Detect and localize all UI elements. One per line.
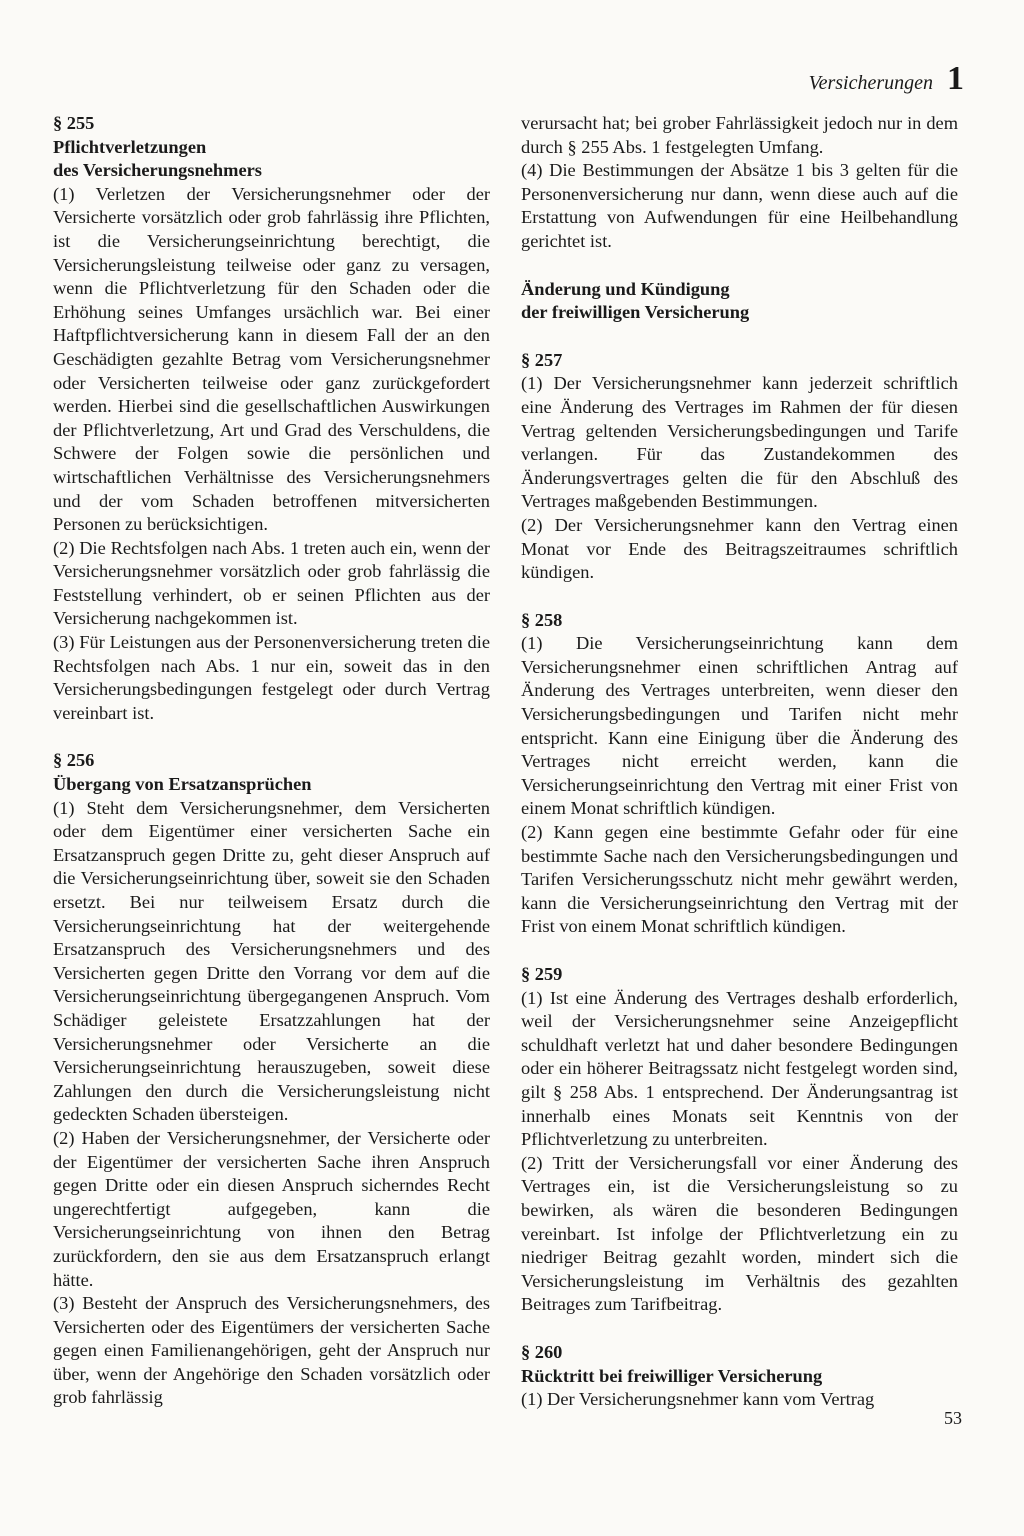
section-259-paragraph-2: (2) Tritt der Versicherungsfall vor einer Änderung des Vertrages ein, ist die Versicherungsleistung so zu bewirken, als wären die besonderen Bedingungen vereinbart. Ist infolge der Pflichtverletzung ein zu niedriger Beitrag gezahlt worden, mindert sich die Versicherungsleistung im Verhältnis des gezahlten Beitrages zum Tarifbeitrag. (521, 1152, 958, 1315)
page-number: 53 (944, 1408, 962, 1428)
section-258-paragraph-1: (1) Die Versicherungseinrichtung kann dem Versicherungsnehmer einen schriftlichen Antrag auf Änderung des Vertrages unterbreiten, wenn dieser den Versicherungsbedingungen und Tarifen nicht mehr entspricht. Kann eine Einigung über die Änderung des Vertrages nicht erreicht werden, kann die Versicherungseinrichtung den Vertrag mit einer Frist von einem Monat schriftlich kündigen. (521, 633, 958, 819)
chapter-number: 1 (947, 60, 964, 97)
section-256-paragraph-1: (1) Steht dem Versicherungsnehmer, dem Versicherten oder dem Eigentümer einer versicherten Sache ein Ersatzanspruch gegen Dritte zu, geht dieser Anspruch auf die Versicherungseinrichtung über, soweit sie den Schaden ersetzt. Bei nur teilweisem Ersatz durch die Versicherungseinrichtung hat der weitergehende Ersatzanspruch des Versicherungsnehmers und des Versicherten gegen Dritte den Vorrang vor dem auf die Versicherungseinrichtung übergegangenen Anspruch. Vom Schädiger geleistete Ersatzzahlungen hat der Versicherungsnehmer oder Versicherte an die Versicherungseinrichtung herauszugeben, soweit diese Zahlungen den durch die Versicherungsleistung nicht gedeckten Schaden übersteigen. (53, 797, 490, 1125)
left-column (53, 112, 490, 1410)
running-head-title: Versicherungen (808, 72, 933, 94)
spacer (521, 254, 958, 278)
section-256-continuation: verursacht hat; bei grober Fahrlässigkeit jedoch nur in dem durch § 255 Abs. 1 festgelegten Umfang. (521, 113, 958, 157)
section-256-heading: Übergang von Ersatzansprüchen (53, 774, 312, 795)
section-256-paragraph-3: (3) Besteht der Anspruch des Versicherungsnehmers, des Versicherten oder des Eigentümers der versicherten Sache gegen einen Familienangehörigen, geht der Anspruch nur über, wenn der Angehörige den Schaden vorsätzlich oder grob fahrlässig (53, 1293, 490, 1408)
section-256-paragraph-4: (4) Die Bestimmungen der Absätze 1 bis 3 gelten für die Personenversicherung nur dann, wenn diese auch auf die Erstattung von Aufwendungen für eine Heilbehandlung gerichtet ist. (521, 160, 958, 251)
section-257-number: § 257 (521, 349, 563, 370)
section-260-paragraph-1: (1) Der Versicherungsnehmer kann vom Vertrag (521, 1389, 875, 1410)
section-255-number: § 255 (53, 113, 95, 133)
section-255-paragraph-2: (2) Die Rechtsfolgen nach Abs. 1 treten auch ein, wenn der Versicherungsnehmer vorsätzlich oder grob fahrlässig die Feststellung verhindert, ob er seinen Pflichten aus der Versicherung nachgekommen ist. (53, 537, 490, 629)
spacer (521, 939, 958, 963)
section-255-paragraph-3: (3) Für Leistungen aus der Personenversicherung treten die Rechtsfolgen nach Abs. 1 nur ein, soweit das in den Versicherungsbedingungen festgelegt oder durch Vertrag vereinbart ist. (53, 632, 490, 723)
section-259-paragraph-1: (1) Ist eine Änderung des Vertrages deshalb erforderlich, weil der Versicherungsnehmer seine Anzeigepflicht schuldhaft verletzt hat und daher besondere Bedingungen oder ein höherer Beitragssatz nicht festgelegt worden sind, gilt § 258 Abs. 1 entsprechend. Der Änderungsantrag ist innerhalb eines Monats seit Kenntnis von der Pflichtverletzung zu unterbreiten. (521, 987, 958, 1150)
subheading-line2: der freiwilligen Versicherung (521, 302, 750, 323)
spacer (521, 585, 958, 609)
spacer (521, 325, 958, 349)
running-head (809, 62, 964, 96)
section-260-heading: Rücktritt bei freiwilliger Versicherung (521, 1365, 823, 1386)
spacer (53, 725, 490, 749)
section-255-heading-line1: Pflichtverletzungen (53, 136, 207, 157)
section-257-paragraph-2: (2) Der Versicherungsnehmer kann den Vertrag einen Monat vor Ende des Beitragszeitraumes schriftlich kündigen. (521, 514, 958, 583)
right-column (521, 112, 958, 1412)
section-255-paragraph-1: (1) Verletzen der Versicherungsnehmer oder der Versicherte vorsätzlich oder grob fahrlässig ihre Pflichten, ist die Versicherungseinrichtung berechtigt, die Versicherungsleistung teilweise oder ganz zu versagen, wenn die Pflichtverletzung für den Schaden oder die Erhöhung seines Umfanges ursächlich war. Bei einer Haftpflichtversicherung kann in diesem Fall der an den Geschädigten gezahlte Betrag vom Versicherungsnehmer oder Versicherten teilweise oder ganz zurückgefordert werden. Hierbei sind die gesellschaftlichen Auswirkungen der Pflichtverletzung, Art und Grad des Verschuldens, die Schwere der Folgen sowie die persönlichen und wirtschaftlichen Verhältnisse des Versicherungsnehmers und der vom Schaden betroffenen mitversicherten Personen zu berücksichtigen. (53, 183, 490, 535)
section-258-number: § 258 (521, 609, 563, 630)
section-260-number: § 260 (521, 1341, 563, 1362)
section-258-paragraph-2: (2) Kann gegen eine bestimmte Gefahr oder für eine bestimmte Sache nach den Versicherungsbedingungen und Tarifen Versicherungsschutz nicht mehr gewährt werden, kann die Versicherungseinrichtung den Vertrag mit der Frist von einem Monat schriftlich kündigen. (521, 822, 958, 937)
subheading-line1: Änderung und Kündigung (521, 278, 730, 299)
section-256-paragraph-2: (2) Haben der Versicherungsnehmer, der Versicherte oder der Eigentümer der versicherten Sache ihren Anspruch gegen Dritte oder ein diesen Anspruch sicherndes Recht ungerechtfertigt aufgegeben, kann die Versicherungseinrichtung von ihnen den Betrag zurückfordern, den sie aus dem Ersatzanspruch erlangt hätte. (53, 1127, 490, 1290)
section-256-number: § 256 (53, 750, 95, 771)
spacer (521, 1317, 958, 1341)
section-259-number: § 259 (521, 964, 563, 984)
section-255-heading-line2: des Versicherungsnehmers (53, 160, 262, 181)
section-257-paragraph-1: (1) Der Versicherungsnehmer kann jederzeit schriftlich eine Änderung des Vertrages im Rahmen der für diesen Vertrag geltenden Versicherungsbedingungen und Tarife verlangen. Für das Zustandekommen des Änderungsvertrages gelten die für den Abschluß des Vertrages maßgebenden Bestimmungen. (521, 373, 958, 512)
